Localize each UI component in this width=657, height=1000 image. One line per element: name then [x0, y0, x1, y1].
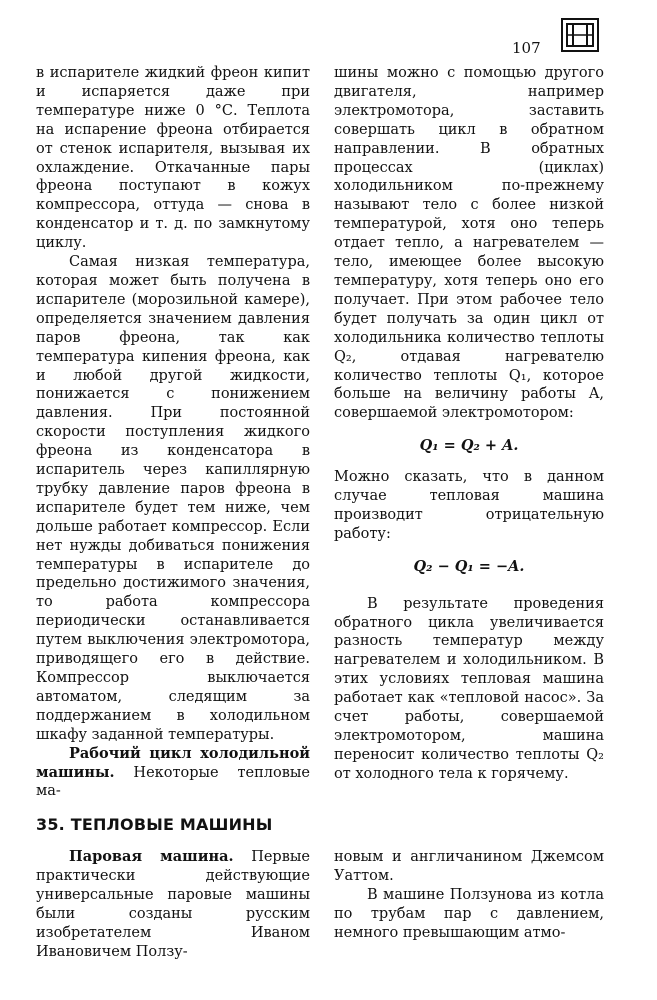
page-number: 107 [512, 39, 541, 57]
left-paragraph-3-text: Некоторые тепловые ма- [36, 764, 310, 800]
right-paragraph-1: шины можно с помощью другого двигателя, например электромотора, заставить совершать цикл в обратном направлении. В обратных процессах (циклах) холодильником по-прежнему называют тело с более низкой температурой, хотя оно теперь отдает тепло, а нагревателем — тело, имеющее более высокую температуру, хотя теперь оно его получает. При этом рабочее тело будет получать за один цикл от холодильника количество теплоты Q₂, отдавая нагревателю количество теплоты Q₁, которое больше на величину работы A, совершаемой электромотором: [334, 65, 604, 422]
subheading-working-cycle: Рабочий цикл холодильной машины. [36, 744, 310, 781]
section-heading: 35. ТЕПЛОВЫЕ МАШИНЫ [36, 815, 273, 834]
right-paragraph-2: Можно сказать, что в данном случае тепловая машина производит отрицательную работу: [334, 469, 604, 542]
right-column [334, 64, 604, 784]
subheading-steam-engine: Паровая машина. [69, 848, 234, 865]
right-paragraph-3: В результате проведения обратного цикла увеличивается разность температур между нагревателем и холодильником. В этих условиях тепловая машина работает как «тепловой насос». За счет работы, совершаемой электромотором, машина переносит количество теплоты Q₂ от холодного тела к горячему. [334, 595, 604, 782]
bottom-left-paragraph-text: Первые практически действующие универсальные паровые машины были созданы русским изобретателем Иваном Ивановичем Ползу- [36, 849, 311, 960]
bottom-right-column [334, 848, 604, 943]
bottom-left-paragraph [36, 848, 310, 961]
left-paragraph-2: Самая низкая температура, которая может быть получена в испарителе (морозильной камере), определяется значением давления паров фреона, так как температура кипения фреона, как и любой другой жидкости, понижается с понижением давления. При постоянной скорости поступления жидкого фреона из конденсатора в испаритель через капиллярную трубку давление паров фреона в испарителе будет тем ниже, чем дольше работает компрессор. Если нет нужды добиваться понижения температуры в испарителе до предельно достижимого значения, то работа компрессора периодически останавливается путем выключения электромотора, приводящего его в действие. Компрессор выключается автоматом, следящим за поддержанием в холодильном шкафу заданной температуры. [36, 254, 310, 743]
left-paragraph-3 [36, 745, 310, 802]
book-corner-icon [561, 18, 599, 52]
left-column [36, 64, 310, 801]
bottom-right-paragraph-2: В машине Ползунова из котла по трубам пар с давлением, немного превышающим атмо- [334, 886, 604, 941]
bottom-right-paragraph-1: новым и англичанином Джемсом Уаттом. [334, 849, 604, 884]
formula-2: Q₂ − Q₁ = −A. [413, 557, 525, 575]
formula-1: Q₁ = Q₂ + A. [419, 437, 519, 455]
left-paragraph-1: в испарителе жидкий фреон кипит и испаряется даже при температуре ниже 0 °С. Теплота на испарение фреона отбирается от стенок испарителя, вызывая их охлаждение. Откачанные пары фреона поступают в кожух компрессора, оттуда — снова в конденсатор и т. д. по замкнутому циклу. [36, 65, 310, 252]
bottom-left-column [36, 848, 310, 961]
